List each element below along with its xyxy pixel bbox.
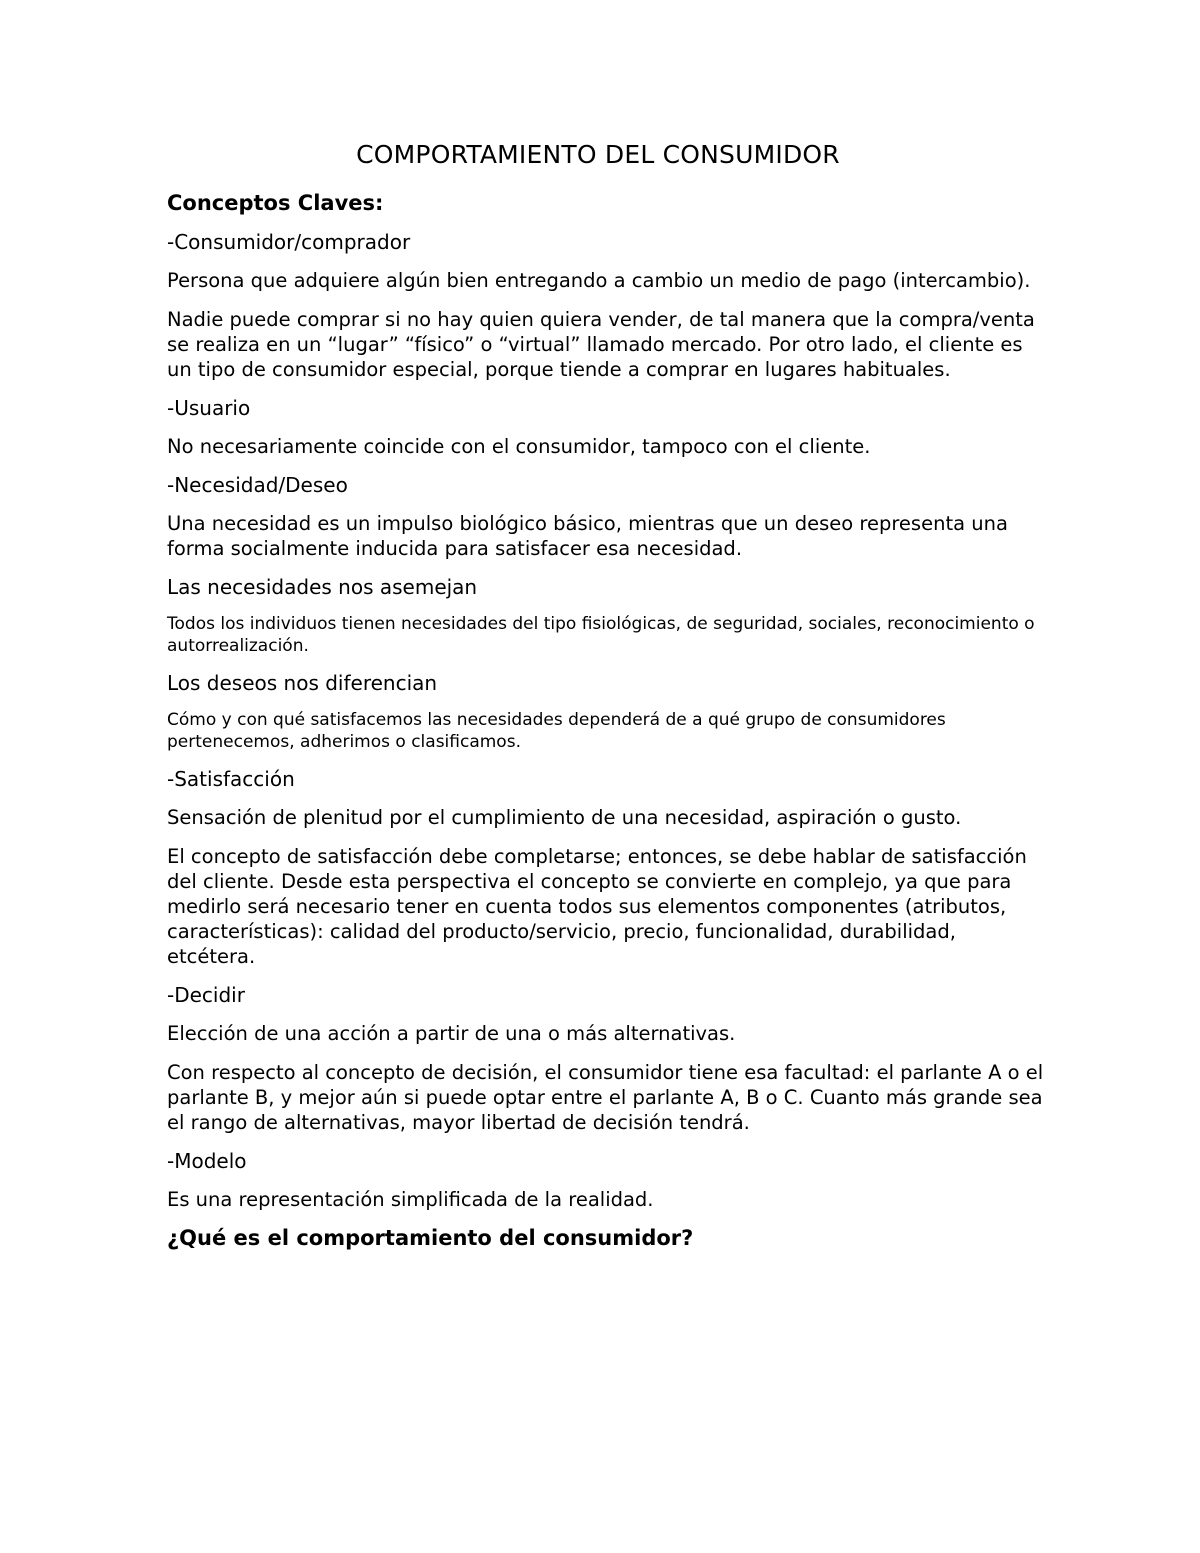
document-page: [167, 140, 1047, 1250]
term-usuario: -Usuario: [167, 396, 251, 420]
paragraph: Elección de una acción a partir de una o más alternativas.: [167, 1022, 736, 1045]
subterm-necesidades: Las necesidades nos asemejan: [167, 575, 478, 599]
section-question-heading: ¿Qué es el comportamiento del consumidor?: [167, 1226, 694, 1250]
paragraph: No necesariamente coincide con el consumidor, tampoco con el cliente.: [167, 435, 871, 458]
term-modelo: -Modelo: [167, 1149, 247, 1173]
term-satisfaccion: -Satisfacción: [167, 767, 295, 791]
paragraph: Sensación de plenitud por el cumplimiento de una necesidad, aspiración o gusto.: [167, 806, 962, 829]
paragraph: Es una representación simplificada de la realidad.: [167, 1188, 654, 1211]
term-consumidor: -Consumidor/comprador: [167, 230, 411, 254]
paragraph-small: Todos los individuos tienen necesidades del tipo fisiológicas, de seguridad, sociales, reconocimiento o autorrealización.: [167, 614, 1035, 656]
paragraph: Una necesidad es un impulso biológico básico, mientras que un deseo representa una forma socialmente inducida para satisfacer esa necesidad.: [167, 512, 1008, 560]
paragraph-small: Cómo y con qué satisfacemos las necesidades dependerá de a qué grupo de consumidores pertenecemos, adherimos o clasificamos.: [167, 710, 946, 752]
term-necesidad-deseo: -Necesidad/Deseo: [167, 473, 348, 497]
paragraph: El concepto de satisfacción debe completarse; entonces, se debe hablar de satisfacción del cliente. Desde esta perspectiva el concepto se convierte en complejo, ya que para medirlo será necesario tener en cuenta todos sus elementos componentes (atributos, características): calidad del producto/servicio, precio, funcionalidad, durabilidad, etcétera.: [167, 845, 1027, 968]
paragraph: Con respecto al concepto de decisión, el consumidor tiene esa facultad: el parlante A o el parlante B, y mejor aún si puede optar entre el parlante A, B o C. Cuanto más grande sea el rango de alternativas, mayor libertad de decisión tendrá.: [167, 1061, 1044, 1134]
term-decidir: -Decidir: [167, 983, 245, 1007]
subterm-deseos: Los deseos nos diferencian: [167, 671, 438, 695]
document-title: COMPORTAMIENTO DEL CONSUMIDOR: [356, 140, 840, 169]
paragraph: Nadie puede comprar si no hay quien quiera vender, de tal manera que la compra/venta se realiza en un “lugar” “físico” o “virtual” llamado mercado. Por otro lado, el cliente es un tipo de consumidor especial, porque tiende a comprar en lugares habituales.: [167, 308, 1035, 381]
paragraph: Persona que adquiere algún bien entregando a cambio un medio de pago (intercambio).: [167, 269, 1031, 292]
section-subtitle: Conceptos Claves:: [167, 191, 384, 215]
